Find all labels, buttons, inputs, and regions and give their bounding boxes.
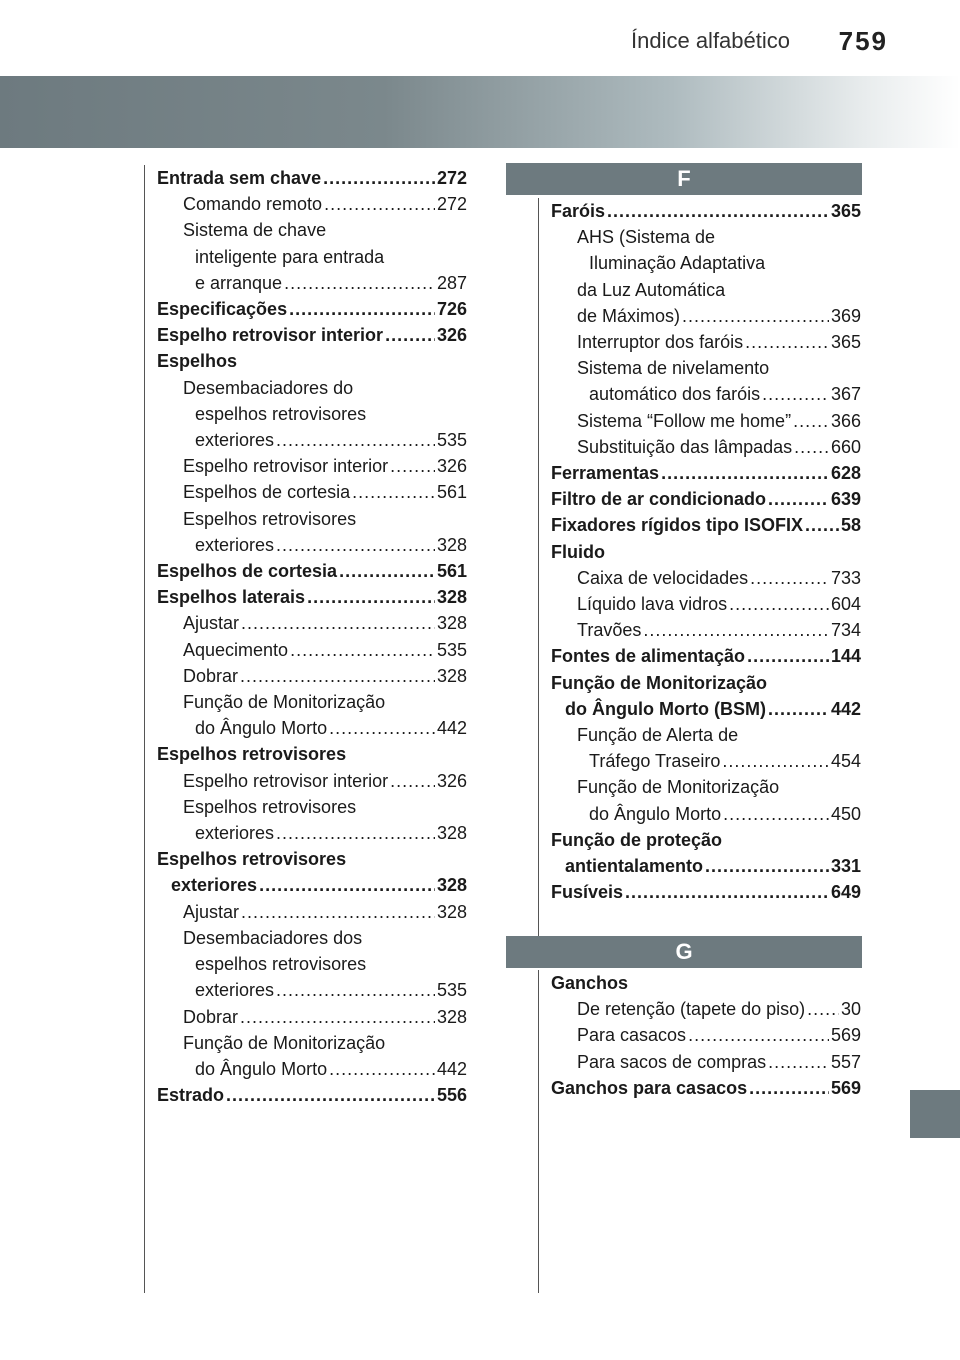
index-entry-page: 272 [436,168,467,188]
index-list-f [539,198,861,905]
index-entry [551,722,861,748]
leader-dots [284,270,435,296]
index-entry [157,637,467,663]
index-entry-text: Função de Alerta de [577,725,739,746]
index-entry-text: Espelhos [157,351,238,372]
index-entry-text: de Máximos) [577,305,681,326]
index-entry-text: Espelhos retrovisores [183,796,357,817]
index-entry-page: 328 [436,1006,467,1027]
index-entry-text: Sistema de chave [183,220,327,241]
index-entry-text: Função de Monitorização [551,672,768,693]
index-entry [157,1030,467,1056]
index-entry [551,408,861,434]
index-entry-page: 604 [830,594,861,615]
index-entry [157,427,467,453]
index-entry-text: exteriores [195,534,275,555]
index-entry-page: 367 [830,384,861,405]
leader-dots [794,434,829,460]
index-entry [157,1056,467,1082]
leader-dots [240,663,435,689]
index-entry [551,617,861,643]
index-entry [551,250,861,276]
index-entry-page: 556 [436,1085,467,1106]
index-entry-text: Função de Monitorização [183,692,386,713]
index-entry-page: 30 [840,999,861,1020]
index-entry [157,663,467,689]
leader-dots [339,558,435,584]
index-entry-text: Função de proteção [551,829,723,850]
index-entry [157,768,467,794]
index-entry-text: Estrado [157,1085,225,1106]
index-entry-page: 726 [436,299,467,320]
leader-dots [722,748,829,774]
index-entry [157,610,467,636]
leader-dots [290,637,435,663]
index-entry [551,801,861,827]
index-entry-page: 328 [436,665,467,686]
index-entry [157,375,467,401]
index-entry [551,696,861,722]
index-entry [157,794,467,820]
index-entry [157,191,467,217]
index-entry-text: Interruptor dos faróis [577,332,744,353]
index-entry-text: Espelhos de cortesia [183,482,351,503]
index-entry-text: Espelho retrovisor interior [157,325,384,346]
page-title: Índice alfabético [631,28,790,53]
index-entry-page: 561 [436,482,467,503]
index-entry-text: Dobrar [183,1006,239,1027]
index-entry-page: 328 [436,875,467,896]
leader-dots [390,453,435,479]
leader-dots [729,591,829,617]
index-entry [157,532,467,558]
index-entry-text: exteriores [195,980,275,1001]
leader-dots [607,198,829,224]
index-entry-page: 328 [436,587,467,608]
index-entry-text: Fontes de alimentação [551,646,746,667]
leader-dots [768,696,829,722]
index-entry [551,303,861,329]
index-entry [551,1049,861,1075]
index-entry-text: Para casacos [577,1025,687,1046]
index-entry-text: AHS (Sistema de [577,227,716,248]
index-entry-text: Ajustar [183,613,240,634]
index-entry [551,329,861,355]
leader-dots [241,899,435,925]
index-entry-text: Função de Monitorização [577,777,780,798]
index-entry-text: Espelhos retrovisores [157,849,347,870]
index-entry [551,879,861,905]
index-entry [551,460,861,486]
index-entry [551,277,861,303]
index-entry-text: Especificações [157,299,288,320]
index-entry-text: do Ângulo Morto (BSM) [565,698,766,719]
index-entry-page: 58 [840,515,861,536]
index-entry [551,434,861,460]
index-entry [551,198,861,224]
leader-dots [762,381,829,407]
index-entry-text: Espelhos retrovisores [183,508,357,529]
leader-dots [329,1056,435,1082]
index-entry-text: Fluido [551,541,605,562]
leader-dots [307,584,435,610]
index-entry [157,1082,467,1108]
leader-dots [276,820,435,846]
index-entry-page: 365 [830,332,861,353]
index-entry [157,689,467,715]
index-entry [551,591,861,617]
index-entry-page: 450 [830,803,861,824]
index-entry-text: do Ângulo Morto [195,1058,328,1079]
index-entry-page: 733 [830,567,861,588]
leader-dots [750,565,829,591]
index-entry [157,951,467,977]
leader-dots [226,1082,435,1108]
leader-dots [240,1004,435,1030]
index-entry-page: 557 [830,1051,861,1072]
index-entry-text: inteligente para entrada [195,246,385,267]
index-entry-page: 535 [436,430,467,451]
index-entry-text: Faróis [551,201,606,221]
index-entry-page: 442 [436,718,467,739]
index-entry-text: do Ângulo Morto [195,718,328,739]
index-entry-text: Entrada sem chave [157,168,322,188]
index-entry [157,899,467,925]
index-entry-text: Travões [577,620,642,641]
index-entry [157,584,467,610]
index-entry [551,224,861,250]
index-entry [551,748,861,774]
index-column-right-g [538,970,861,1293]
index-entry-text: Aquecimento [183,639,289,660]
index-entry-page: 287 [436,272,467,293]
leader-dots [747,643,829,669]
leader-dots [705,853,829,879]
index-entry [157,244,467,270]
index-entry [157,165,467,191]
index-entry [157,977,467,1003]
index-entry-text: Sistema de nivelamento [577,358,770,379]
index-entry-text: Ajustar [183,901,240,922]
index-entry-page: 326 [436,456,467,477]
leader-dots [625,879,829,905]
index-entry-text: da Luz Automática [577,279,726,300]
index-entry-page: 272 [436,194,467,215]
index-entry-text: Iluminação Adaptativa [589,253,766,274]
leader-dots [682,303,829,329]
index-entry [157,820,467,846]
index-entry [157,270,467,296]
index-entry-text: Espelho retrovisor interior [183,456,389,477]
index-entry-page: 442 [830,698,861,719]
index-entry [157,296,467,322]
index-entry-text: De retenção (tapete do piso) [577,999,806,1020]
index-entry [157,479,467,505]
header-gradient-bar [0,76,960,148]
index-entry [551,774,861,800]
index-list-g [539,970,861,1101]
index-entry-page: 366 [830,410,861,431]
index-entry-text: exteriores [171,875,258,896]
index-entry [551,643,861,669]
index-entry [157,715,467,741]
index-entry [551,670,861,696]
index-column-right-f [538,198,861,936]
index-entry-text: Espelhos laterais [157,587,306,608]
index-entry-page: 328 [436,613,467,634]
leader-dots [745,329,829,355]
index-entry-text: Ferramentas [551,463,660,484]
index-entry-page: 331 [830,856,861,877]
index-list-left [145,165,467,1108]
index-entry-page: 454 [830,751,861,772]
leader-dots [324,191,435,217]
index-entry-page: 328 [436,534,467,555]
index-entry-page: 569 [830,1077,861,1098]
index-entry-text: Desembaciadores dos [183,927,363,948]
index-entry-text: Filtro de ar condicionado [551,489,767,510]
leader-dots [329,715,435,741]
index-entry-text: Tráfego Traseiro [589,751,721,772]
leader-dots [661,460,829,486]
index-entry-text: Espelhos de cortesia [157,561,338,582]
index-entry-page: 561 [436,561,467,582]
index-entry-text: exteriores [195,823,275,844]
index-entry-text: antientalamento [565,856,704,877]
section-header-g: G [506,936,862,968]
index-entry-page: 569 [830,1025,861,1046]
leader-dots [352,479,435,505]
index-entry-page: 369 [830,305,861,326]
index-entry-text: Ganchos para casacos [551,1077,748,1098]
index-entry [551,486,861,512]
index-entry [551,539,861,565]
index-entry [551,827,861,853]
leader-dots [259,872,435,898]
index-entry-page: 328 [436,901,467,922]
index-entry-text: Para sacos de compras [577,1051,767,1072]
index-entry-page: 365 [830,201,861,221]
index-entry-page: 144 [830,646,861,667]
leader-dots [805,512,839,538]
index-entry [157,322,467,348]
index-entry-text: Substituição das lâmpadas [577,436,793,457]
index-entry [551,355,861,381]
page-number: 759 [838,26,888,56]
index-entry-page: 326 [436,770,467,791]
index-entry-page: 535 [436,980,467,1001]
index-entry-text: Comando remoto [183,194,323,215]
index-entry-page: 326 [436,325,467,346]
index-entry-page: 328 [436,823,467,844]
index-entry [157,558,467,584]
leader-dots [276,977,435,1003]
leader-dots [793,408,829,434]
page-header [0,0,960,64]
index-entry-text: espelhos retrovisores [195,403,367,424]
index-entry [157,741,467,767]
index-entry-text: Líquido lava vidros [577,594,728,615]
leader-dots [241,610,435,636]
section-header-f: F [506,163,862,195]
leader-dots [276,532,435,558]
leader-dots [723,801,829,827]
index-entry [551,1022,861,1048]
index-entry [551,970,861,996]
leader-dots [768,1049,829,1075]
index-entry [157,506,467,532]
leader-dots [276,427,435,453]
index-entry-page: 628 [830,463,861,484]
index-entry [157,401,467,427]
index-entry-text: Caixa de velocidades [577,567,749,588]
index-entry-text: Desembaciadores do [183,377,354,398]
leader-dots [688,1022,829,1048]
index-entry-text: Espelho retrovisor interior [183,770,389,791]
index-entry [551,1075,861,1101]
leader-dots [289,296,435,322]
side-thumb-tab [910,1090,960,1138]
index-entry-text: automático dos faróis [589,384,761,405]
index-entry-page: 639 [830,489,861,510]
leader-dots [385,322,435,348]
index-entry [157,217,467,243]
index-entry-text: Espelhos retrovisores [157,744,347,765]
index-entry [157,1004,467,1030]
index-entry-text: Fixadores rígidos tipo ISOFIX [551,515,804,536]
index-entry [551,565,861,591]
index-entry-text: do Ângulo Morto [589,803,722,824]
index-entry-text: exteriores [195,430,275,451]
index-entry [551,853,861,879]
leader-dots [323,165,435,191]
index-entry-text: Dobrar [183,665,239,686]
leader-dots [749,1075,829,1101]
index-entry [157,453,467,479]
index-entry-text: Função de Monitorização [183,1032,386,1053]
index-column-left [144,165,467,1293]
index-entry-text: e arranque [195,272,283,293]
leader-dots [807,996,839,1022]
index-entry [551,512,861,538]
index-entry-text: Sistema “Follow me home” [577,410,792,431]
index-entry [157,872,467,898]
leader-dots [643,617,829,643]
index-entry-page: 734 [830,620,861,641]
index-entry-page: 442 [436,1058,467,1079]
index-entry-page: 649 [830,882,861,903]
index-entry [551,381,861,407]
index-entry [551,996,861,1022]
index-entry-page: 660 [830,436,861,457]
index-entry-text: Fusíveis [551,882,624,903]
leader-dots [768,486,829,512]
index-entry [157,846,467,872]
index-entry-page: 535 [436,639,467,660]
index-entry [157,348,467,374]
index-entry-text: Ganchos [551,973,629,993]
index-entry-text: espelhos retrovisores [195,954,367,975]
index-entry [157,925,467,951]
leader-dots [390,768,435,794]
